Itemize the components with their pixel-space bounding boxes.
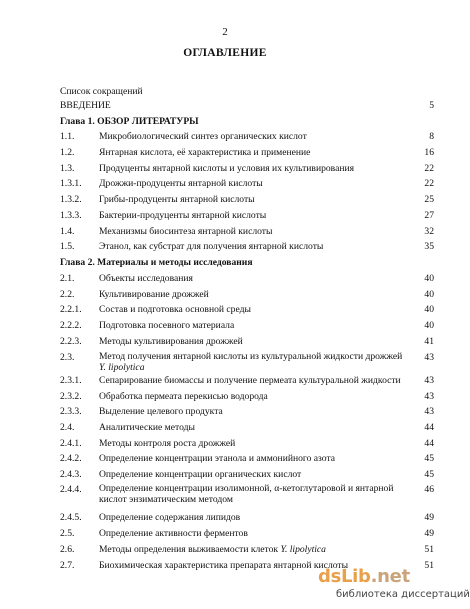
toc-entry-title-text: Грибы-продуценты янтарной кислоты: [99, 194, 255, 205]
toc-entry-title-text: Глава 1. ОБЗОР ЛИТЕРАТУРЫ: [60, 116, 199, 127]
toc-entry-title-line1: Определение концентрации изолимонной, α-кетоглутаровой и янтарной: [99, 483, 394, 494]
watermark-subtitle: библиотека диссертаций: [336, 589, 470, 600]
toc-entry-title: [60, 86, 143, 97]
toc-entry-number: 2.4.: [60, 422, 75, 433]
toc-entry-title: [99, 406, 223, 417]
toc-entry-page: 45: [424, 469, 434, 480]
toc-entry-page: 40: [424, 304, 434, 315]
toc-entry-number: 2.7.: [60, 560, 75, 571]
watermark-logo: [318, 566, 410, 587]
toc-entry-title: [99, 453, 335, 464]
toc-entry-title: [99, 352, 417, 373]
toc-entry-title-text: Выделение целевого продукта: [99, 406, 223, 417]
toc-entry-title-text: Обработка пермеата перекисью водорода: [99, 391, 268, 402]
toc-entry-title-text: Глава 2. Материалы и методы исследования: [60, 257, 253, 268]
toc-entry-number: 2.2.2.: [60, 320, 82, 331]
toc-entry-number: 2.5.: [60, 528, 75, 539]
toc-entry-page: 44: [424, 438, 434, 449]
toc-entry-title-text: Дрожжи-продуценты янтарной кислоты: [99, 178, 263, 189]
toc-entry-title-line1: Метод получения янтарной кислоты из культуральной жидкости дрожжей: [99, 351, 403, 362]
toc-entry-page: 43: [424, 391, 434, 402]
toc-entry-title-italic: Y. lipolytica: [280, 544, 326, 555]
toc-entry-number: 2.3.1.: [60, 375, 82, 386]
toc-entry-page: 8: [429, 131, 434, 142]
toc-entry-title: [99, 391, 268, 402]
toc-entry-page: 46: [424, 484, 434, 495]
toc-entry-title-text: Продуценты янтарной кислоты и условия их культивирования: [99, 163, 355, 174]
toc-entry-title-text: Определение концентрации этанола и аммонийного азота: [99, 453, 336, 464]
toc-entry-title-text: Бактерии-продуценты янтарной кислоты: [99, 210, 267, 221]
toc-entry-title-line2: кислот энзиматическим методом: [99, 493, 233, 505]
toc-entry-title: [99, 210, 266, 221]
toc-entry-number: 2.4.2.: [60, 453, 82, 464]
toc-entry-number: 1.2.: [60, 147, 75, 158]
toc-entry-page: 32: [424, 226, 434, 237]
toc-entry-number: 2.1.: [60, 273, 75, 284]
toc-entry-title-text: Подготовка посевного материала: [99, 320, 235, 331]
toc-entry-title-text: Микробиологический синтез органических кислот: [99, 131, 307, 142]
toc-entry-page: 5: [429, 100, 434, 111]
toc-entry-number: 2.4.3.: [60, 469, 82, 480]
toc-entry-page: 40: [424, 320, 434, 331]
toc-entry-title: [99, 438, 235, 449]
toc-entry-number: 1.3.2.: [60, 194, 82, 205]
toc-entry-number: 2.4.5.: [60, 512, 82, 523]
toc-entry-title: [99, 194, 255, 205]
toc-entry-title: [99, 375, 401, 386]
toc-entry-page: 22: [424, 178, 434, 189]
toc-entry-title-text: Аналитические методы: [99, 422, 195, 433]
toc-entry-title-text: Биохимическая характеристика препарата янтарной кислоты: [99, 560, 349, 571]
toc-entry-title: [60, 100, 111, 111]
toc-entry-page: 40: [424, 289, 434, 300]
toc-entry-page: 22: [424, 163, 434, 174]
toc-entry-number: 1.5.: [60, 241, 75, 252]
toc-entry-page: 43: [424, 352, 434, 363]
toc-entry-title: [99, 273, 193, 284]
toc-entry-page: 35: [424, 241, 434, 252]
toc-entry-title: [99, 178, 263, 189]
toc-entry-title: [99, 336, 243, 347]
toc-entry-number: 2.2.3.: [60, 336, 82, 347]
toc-entry-title: [99, 422, 195, 433]
toc-entry-number: 1.3.1.: [60, 178, 82, 189]
toc-entry-title-text: Объекты исследования: [99, 273, 193, 284]
toc-entry-title-text: Сепарирование биомассы и получение пермеата культуральной жидкости: [99, 375, 401, 386]
toc-entry-title: [99, 163, 354, 174]
toc-entry-title-text: Методы определения выживаемости клеток: [99, 544, 279, 555]
toc-entry-title: [99, 241, 323, 252]
page-number: 2: [222, 26, 228, 38]
toc-entry-page: 44: [424, 422, 434, 433]
toc-entry-number: 2.4.1.: [60, 438, 82, 449]
toc-entry-title-text: Состав и подготовка основной среды: [99, 304, 251, 315]
watermark-logo-tld: .net: [370, 566, 410, 587]
toc-entry-number: 1.3.: [60, 163, 75, 174]
toc-entry-title: [99, 469, 301, 480]
toc-entry-title-text: Определение содержания липидов: [99, 512, 241, 523]
toc-entry-title: [60, 116, 199, 127]
toc-entry-title-text: ВВЕДЕНИЕ: [60, 100, 111, 111]
toc-entry-page: 25: [424, 194, 434, 205]
toc-entry-title-text: Механизмы биосинтеза янтарной кислоты: [99, 226, 273, 237]
toc-entry-page: 49: [424, 512, 434, 523]
toc-entry-number: 2.3.: [60, 352, 75, 363]
toc-entry-title: [99, 289, 209, 300]
toc-entry-number: 2.2.: [60, 289, 75, 300]
toc-entry-page: 49: [424, 528, 434, 539]
toc-entry-number: 2.4.4.: [60, 484, 82, 495]
page-title: ОГЛАВЛЕНИЕ: [183, 47, 267, 59]
toc-entry-title: [99, 131, 307, 142]
toc-entry-number: 2.3.2.: [60, 391, 82, 402]
toc-entry-title-text: Список сокращений: [60, 86, 143, 97]
watermark-logo-main: dsLib: [318, 566, 371, 587]
toc-entry-title: [99, 528, 248, 539]
toc-entry-title: [99, 512, 240, 523]
toc-entry-page: 51: [424, 544, 434, 555]
toc-entry-title-text: Культивирование дрожжей: [99, 289, 209, 300]
toc-entry-number: 1.4.: [60, 226, 75, 237]
toc-entry-page: 51: [424, 560, 434, 571]
toc-entry-page: 45: [424, 453, 434, 464]
toc-entry-number: 1.3.3.: [60, 210, 82, 221]
toc-entry-page: 43: [424, 406, 434, 417]
toc-entry-title-text: Методы контроля роста дрожжей: [99, 438, 236, 449]
toc-entry-number: 1.1.: [60, 131, 75, 142]
toc-entry-title: [99, 484, 417, 505]
toc-entry-number: 2.2.1.: [60, 304, 82, 315]
toc-entry-number: 2.6.: [60, 544, 75, 555]
toc-entry-page: 40: [424, 273, 434, 284]
toc-entry-title-text: Янтарная кислота, её характеристика и применение: [99, 147, 311, 158]
toc-entry-title-text: Определение активности ферментов: [99, 528, 248, 539]
toc-entry-title: [99, 226, 272, 237]
toc-entry-title: [99, 560, 348, 571]
toc-entry-title-text: Этанол, как субстрат для получения янтарной кислоты: [99, 241, 324, 252]
toc-entry-page: 41: [424, 336, 434, 347]
watermark: [318, 566, 470, 606]
toc-entry-title: [99, 544, 326, 555]
toc-entry-page: 16: [424, 147, 434, 158]
toc-entry-title-line2: Y. lipolytica: [99, 361, 145, 373]
toc-entry-title: [99, 147, 310, 158]
toc-entry-title: [99, 320, 234, 331]
toc-entry-page: 27: [424, 210, 434, 221]
toc-entry-number: 2.3.3.: [60, 406, 82, 417]
toc-entry-title: [60, 257, 253, 268]
toc-entry-title-text: Методы культивирования дрожжей: [99, 336, 243, 347]
toc-entry-page: 43: [424, 375, 434, 386]
toc-entry-title-text: Определение концентрации органических кислот: [99, 469, 302, 480]
toc-entry-title: [99, 304, 251, 315]
